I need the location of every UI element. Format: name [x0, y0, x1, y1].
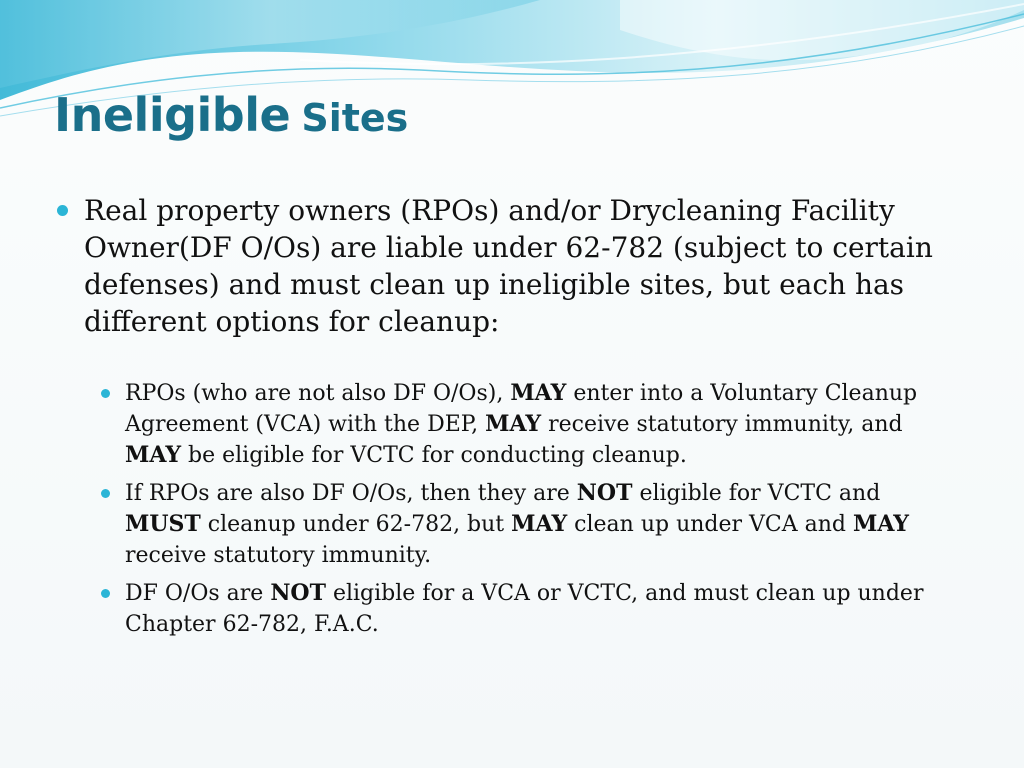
emphasis-text: MAY [510, 380, 567, 406]
bullet-text: cleanup under 62-782, but [200, 512, 512, 537]
emphasis-text: NOT [576, 480, 633, 506]
emphasis-text: MAY [485, 411, 542, 437]
bullet-icon [101, 489, 110, 498]
bullet-text: receive statutory immunity. [125, 543, 432, 568]
sub-bullet-2 [56, 478, 956, 571]
bullet-text: clean up under VCA and [567, 512, 853, 537]
emphasis-text: NOT [270, 580, 326, 606]
emphasis-text: MUST [125, 511, 201, 537]
slide-title [54, 88, 408, 142]
bullet-icon [101, 589, 110, 598]
slide-content [56, 192, 956, 647]
bullet-text: eligible for VCTC and [632, 481, 881, 506]
emphasis-text: MAY [125, 442, 182, 468]
bullet-text: eligible for a VCA or VCTC, and must clean up under Chapter 62-782, F.A.C. [125, 581, 924, 637]
bullet-text: DF O/Os are [125, 581, 271, 606]
title-part-1: Ineligible [54, 88, 291, 142]
sub-bullet-3 [56, 578, 956, 640]
sub-bullet-list [56, 378, 956, 640]
bullet-text: RPOs (who are not also DF O/Os), [125, 381, 511, 406]
main-bullet-text: Real property owners (RPOs) and/or Drycleaning Facility Owner(DF O/Os) are liable under 62-782 (subject to certain defenses) and must clean up ineligible sites, but each has different options for cleanup: [84, 194, 933, 338]
emphasis-text: MAY [511, 511, 568, 537]
main-bullet [56, 192, 956, 340]
bullet-icon [101, 389, 110, 398]
bullet-text: If RPOs are also DF O/Os, then they are [125, 481, 577, 506]
emphasis-text: MAY [852, 511, 910, 537]
bullet-text: be eligible for VCTC for conducting cleanup. [181, 443, 687, 468]
sub-bullet-1 [56, 378, 956, 471]
bullet-text: receive statutory immunity, and [541, 412, 903, 437]
title-part-2: Sites [301, 96, 409, 140]
bullet-text: enter into a Voluntary Cleanup Agreement (VCA) with the DEP, [125, 381, 918, 437]
bullet-icon [57, 205, 68, 216]
